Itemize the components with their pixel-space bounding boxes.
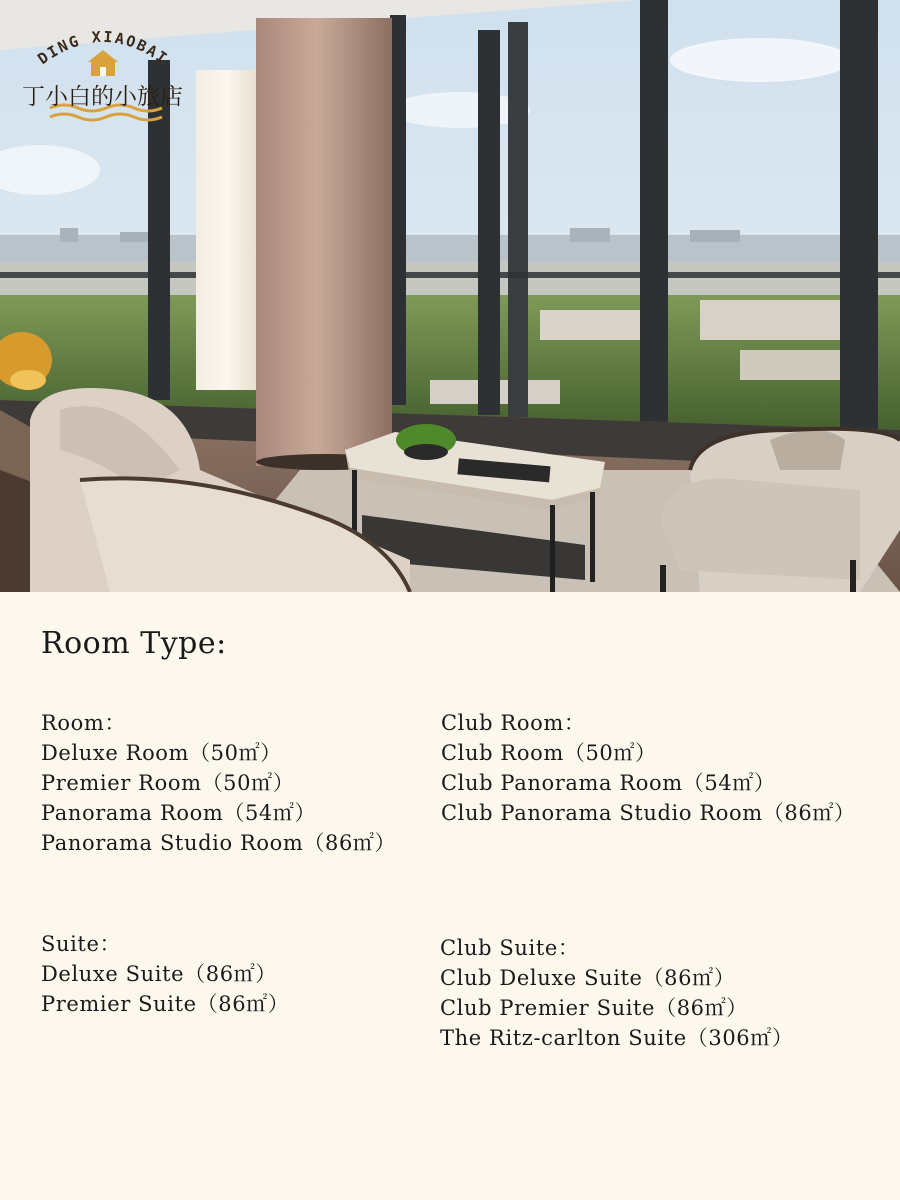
list-item: Premier Suite（86㎡）	[41, 992, 290, 1016]
club-suite-group-label: Club Suite：	[440, 936, 580, 960]
list-item: Club Panorama Studio Room（86㎡）	[441, 801, 856, 825]
list-item: Club Panorama Room（54㎡）	[441, 771, 776, 795]
room-group-label: Room：	[41, 711, 127, 735]
club-room-list	[441, 708, 856, 828]
list-item: Club Room（50㎡）	[441, 741, 657, 765]
list-item: Premier Room（50㎡）	[41, 771, 295, 795]
brand-logo	[18, 22, 198, 132]
list-item: Deluxe Room（50㎡）	[41, 741, 282, 765]
list-item: Panorama Studio Room（86㎡）	[41, 831, 397, 855]
club-room-group-label: Club Room：	[441, 711, 586, 735]
list-item: Deluxe Suite（86㎡）	[41, 962, 277, 986]
house-icon	[88, 50, 118, 76]
list-item: Panorama Room（54㎡）	[41, 801, 317, 825]
suite-list	[41, 929, 289, 1019]
suite-group-label: Suite：	[41, 932, 122, 956]
list-item: The Ritz-carlton Suite（306㎡）	[440, 1026, 794, 1050]
page-title: Room Type:	[41, 626, 227, 661]
logo-title: 丁小白的小旅店	[22, 84, 183, 110]
list-item: Club Premier Suite（86㎡）	[440, 996, 748, 1020]
list-item: Club Deluxe Suite（86㎡）	[440, 966, 736, 990]
club-suite-list	[440, 933, 793, 1053]
room-list	[41, 708, 396, 858]
logo-arc-text: DING XIAOBAI	[34, 27, 172, 69]
